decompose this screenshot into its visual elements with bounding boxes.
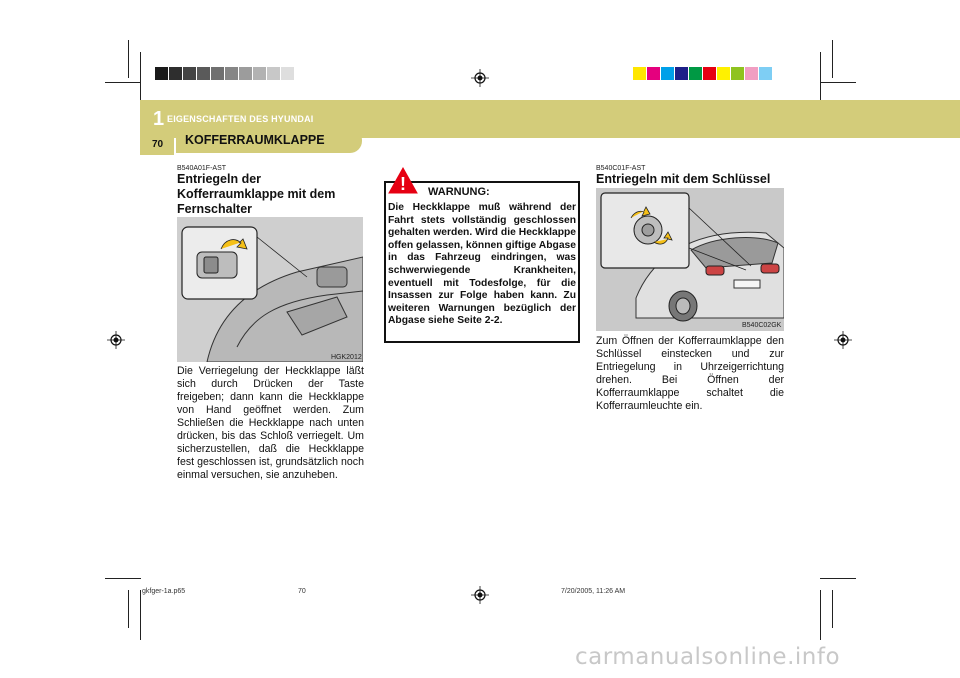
color-swatch bbox=[647, 67, 660, 80]
body-text: Die Verriegelung der Heckklappe läßt sich durch Drücken der Taste freigeben; dann kann die Heckklappe von Hand geöffnet werden. Zum Schließen die Heckklappe nach unten drücken, bis das Schloß verriegelt. Um sicherzustellen, daß die Heckklappe fest geschlossen ist, grundsätzlich noch einmal versuchen, sie anzuheben. bbox=[177, 365, 364, 481]
warning-text: Die Heckklappe muß während der Fahrt stets vollständig geschlossen gehalten werden. Wird die Heckklappe offen gelassen, können giftige Abgase in das Fahrzeug eindringen, was schwerwiegende Krankheiten, eventuell mit Todesfolge, für die Insassen zur Folge haben kann. Zu weiteren Warnungen bezüglich der Abgase siehe Seite 2-2. bbox=[388, 202, 576, 327]
color-swatch bbox=[225, 67, 238, 80]
color-swatch bbox=[745, 67, 758, 80]
figure-label: B540C02GK bbox=[742, 322, 782, 329]
color-swatch bbox=[211, 67, 224, 80]
figure-door-switch bbox=[177, 217, 363, 362]
crop-mark bbox=[128, 590, 129, 628]
color-swatch bbox=[169, 67, 182, 80]
section-heading: Entriegeln der Kofferraumklappe mit dem Fernschalter bbox=[177, 172, 336, 216]
color-swatch bbox=[281, 67, 294, 80]
color-swatch bbox=[731, 67, 744, 80]
color-swatch bbox=[155, 67, 168, 80]
color-swatch bbox=[253, 67, 266, 80]
warning-triangle-icon bbox=[388, 167, 418, 194]
figure-car-rear bbox=[596, 188, 784, 331]
crop-mark bbox=[140, 590, 141, 640]
body-text: Zum Öffnen der Kofferraumklappe den Schlüssel einstecken und zur Entriegelung in Uhrzeigerrichtung drehen. Bei Öffnen der Kofferraumklappe schaltet die Kofferraumleuchte ein. bbox=[596, 335, 784, 412]
color-swatch bbox=[717, 67, 730, 80]
color-swatch bbox=[703, 67, 716, 80]
registration-mark-icon bbox=[834, 331, 852, 349]
color-swatch bbox=[239, 67, 252, 80]
figure-label: HGK2012 bbox=[331, 354, 362, 361]
page-number: 70 bbox=[152, 139, 164, 150]
crop-mark bbox=[105, 578, 141, 579]
crop-mark bbox=[820, 82, 856, 83]
section-code: B540A01F-AST bbox=[177, 165, 227, 172]
section-heading: Entriegeln mit dem Schlüssel bbox=[596, 172, 771, 186]
crop-mark bbox=[128, 40, 129, 78]
color-swatch bbox=[759, 67, 772, 80]
crop-mark bbox=[832, 40, 833, 78]
chapter-title: EIGENSCHAFTEN DES HYUNDAI bbox=[167, 114, 314, 124]
crop-mark bbox=[820, 578, 856, 579]
registration-mark-icon bbox=[471, 586, 489, 604]
color-swatch bbox=[675, 67, 688, 80]
header-band-left bbox=[0, 100, 140, 138]
color-swatch bbox=[633, 67, 646, 80]
footer-timestamp: 7/20/2005, 11:26 AM bbox=[561, 588, 626, 595]
car-rear-illustration bbox=[596, 188, 784, 331]
footer-file: gkfger-1a.p65 bbox=[142, 588, 186, 595]
door-panel-illustration bbox=[177, 217, 363, 362]
grayscale-color-bar bbox=[155, 67, 295, 80]
section-title: KOFFERRAUMKLAPPE bbox=[185, 133, 325, 147]
section-code: B540C01F-AST bbox=[596, 165, 646, 172]
registration-mark-icon bbox=[107, 331, 125, 349]
color-swatch bbox=[689, 67, 702, 80]
crop-mark bbox=[820, 590, 821, 640]
crop-mark bbox=[820, 52, 821, 100]
color-swatch bbox=[183, 67, 196, 80]
process-color-bar bbox=[633, 67, 773, 80]
footer-page: 70 bbox=[298, 588, 306, 595]
crop-mark bbox=[105, 82, 141, 83]
chapter-number: 1 bbox=[153, 108, 165, 130]
color-swatch bbox=[267, 67, 280, 80]
color-swatch bbox=[661, 67, 674, 80]
warning-symbol: ! bbox=[400, 174, 406, 194]
crop-mark bbox=[140, 52, 141, 100]
registration-mark-icon bbox=[471, 69, 489, 87]
color-swatch bbox=[197, 67, 210, 80]
watermark: carmanualsonline.info bbox=[575, 644, 841, 670]
warning-title: WARNUNG: bbox=[428, 186, 490, 198]
crop-mark bbox=[832, 590, 833, 628]
